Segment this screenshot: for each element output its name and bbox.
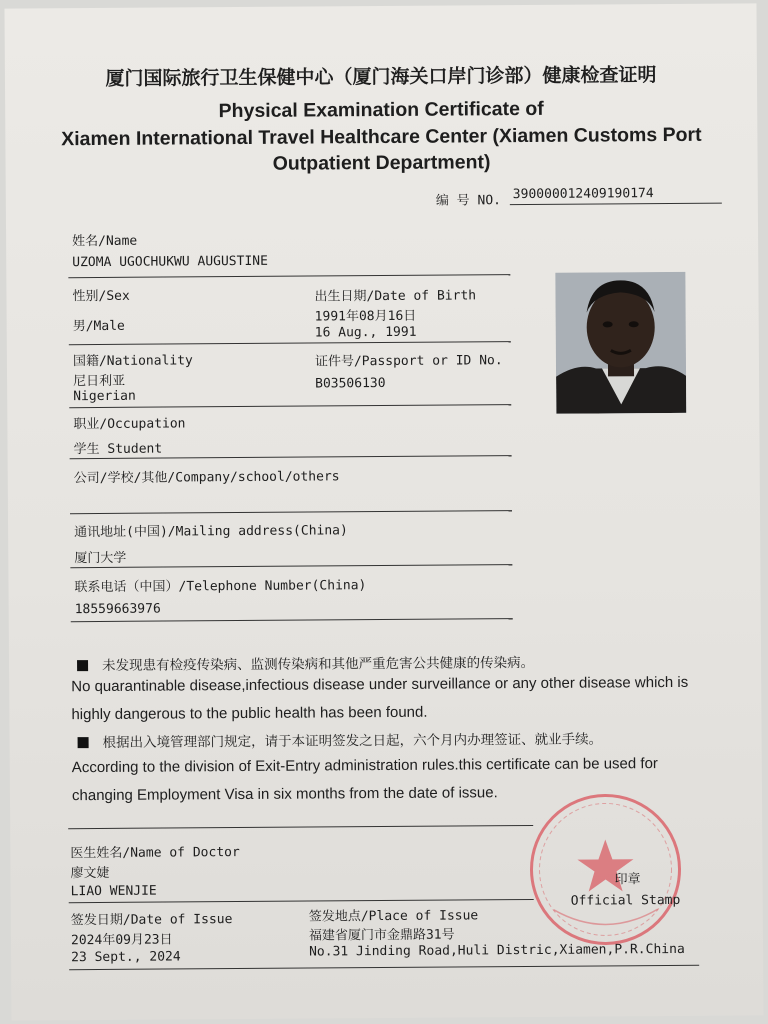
certificate-paper [4,3,763,1020]
statement-2-en-line1: According to the division of Exit-Entry administration rules.this certificate can be used for [71,755,658,777]
statement-1-en-line2: highly dangerous to the public health has been found. [71,703,428,724]
issue-date-en: 23 Sept., 2024 [71,949,181,966]
title-chinese: 厦门国际旅行卫生保健中心（厦门海关口岸门诊部）健康检查证明 [105,64,657,90]
address-label: 通讯地址(中国)/Mailing address(China) [74,523,348,541]
issue-date-cn: 2024年09月23日 [70,932,173,949]
portrait-photo [555,272,686,414]
place-of-issue-label: 签发地点/Place of Issue [308,908,479,925]
company-label: 公司/学校/其他/Company/school/others [73,469,340,487]
title-english-line2: Xiamen International Travel Healthcare Center (Xiamen Customs Port [61,123,702,151]
statement-2-en-line2: changing Employment Visa in six months from the date of issue. [71,784,498,805]
phone-label: 联系电话（中国）/Telephone Number(China) [74,578,367,596]
bullet-square-icon [78,737,89,748]
passport-value: B03506130 [315,375,386,392]
doctor-name-en: LIAO WENJIE [70,883,157,900]
name-value: UZOMA UGOCHUKWU AUGUSTINE [72,253,268,271]
statement-1-en-line1: No quarantinable disease,infectious disease under surveillance or any other disease which is [71,673,689,696]
certificate-number-label: 编 号 NO. [435,193,502,209]
stamp-label-cn: 印章 [614,872,641,888]
dob-value-en: 16 Aug., 1991 [314,324,417,341]
sex-label: 性别/Sex [72,288,130,305]
name-label: 姓名/Name [72,233,138,250]
place-of-issue-cn: 福建省厦门市金鼎路31号 [308,927,455,944]
nationality-label: 国籍/Nationality [72,353,193,370]
stamp-label-en: Official Stamp [570,892,681,909]
issue-date-label: 签发日期/Date of Issue [70,912,233,929]
statement-1-cn: 未发现患有检疫传染病、监测传染病和其他严重危害公共健康的传染病。 [77,651,534,674]
bullet-square-icon [77,660,88,671]
phone-value: 18559663976 [74,601,161,618]
place-of-issue-en: No.31 Jinding Road,Huli Distric,Xiamen,P.R.China [309,941,685,960]
official-stamp-seal [525,789,686,950]
sex-value: 男/Male [72,318,125,335]
passport-label: 证件号/Passport or ID No. [314,353,503,370]
dob-label: 出生日期/Date of Birth [314,288,477,305]
occupation-label: 职业/Occupation [73,416,186,433]
dob-value-cn: 1991年08月16日 [314,308,417,325]
address-value: 厦门大学 [74,550,127,567]
title-english-line1: Physical Examination Certificate of [218,97,544,123]
nationality-value-cn: 尼日利亚 [73,373,126,390]
title-english-line3: Outpatient Department) [272,151,491,175]
doctor-label: 医生姓名/Name of Doctor [70,845,240,862]
nationality-value-en: Nigerian [73,388,136,405]
statement-2-cn: 根据出入境管理部门规定，请于本证明签发之日起，六个月内办理签证、就业手续。 [78,727,603,751]
occupation-value: 学生 Student [73,441,163,458]
doctor-name-cn: 廖文婕 [70,865,110,882]
certificate-number-value: 390000012409190174 [512,186,654,203]
